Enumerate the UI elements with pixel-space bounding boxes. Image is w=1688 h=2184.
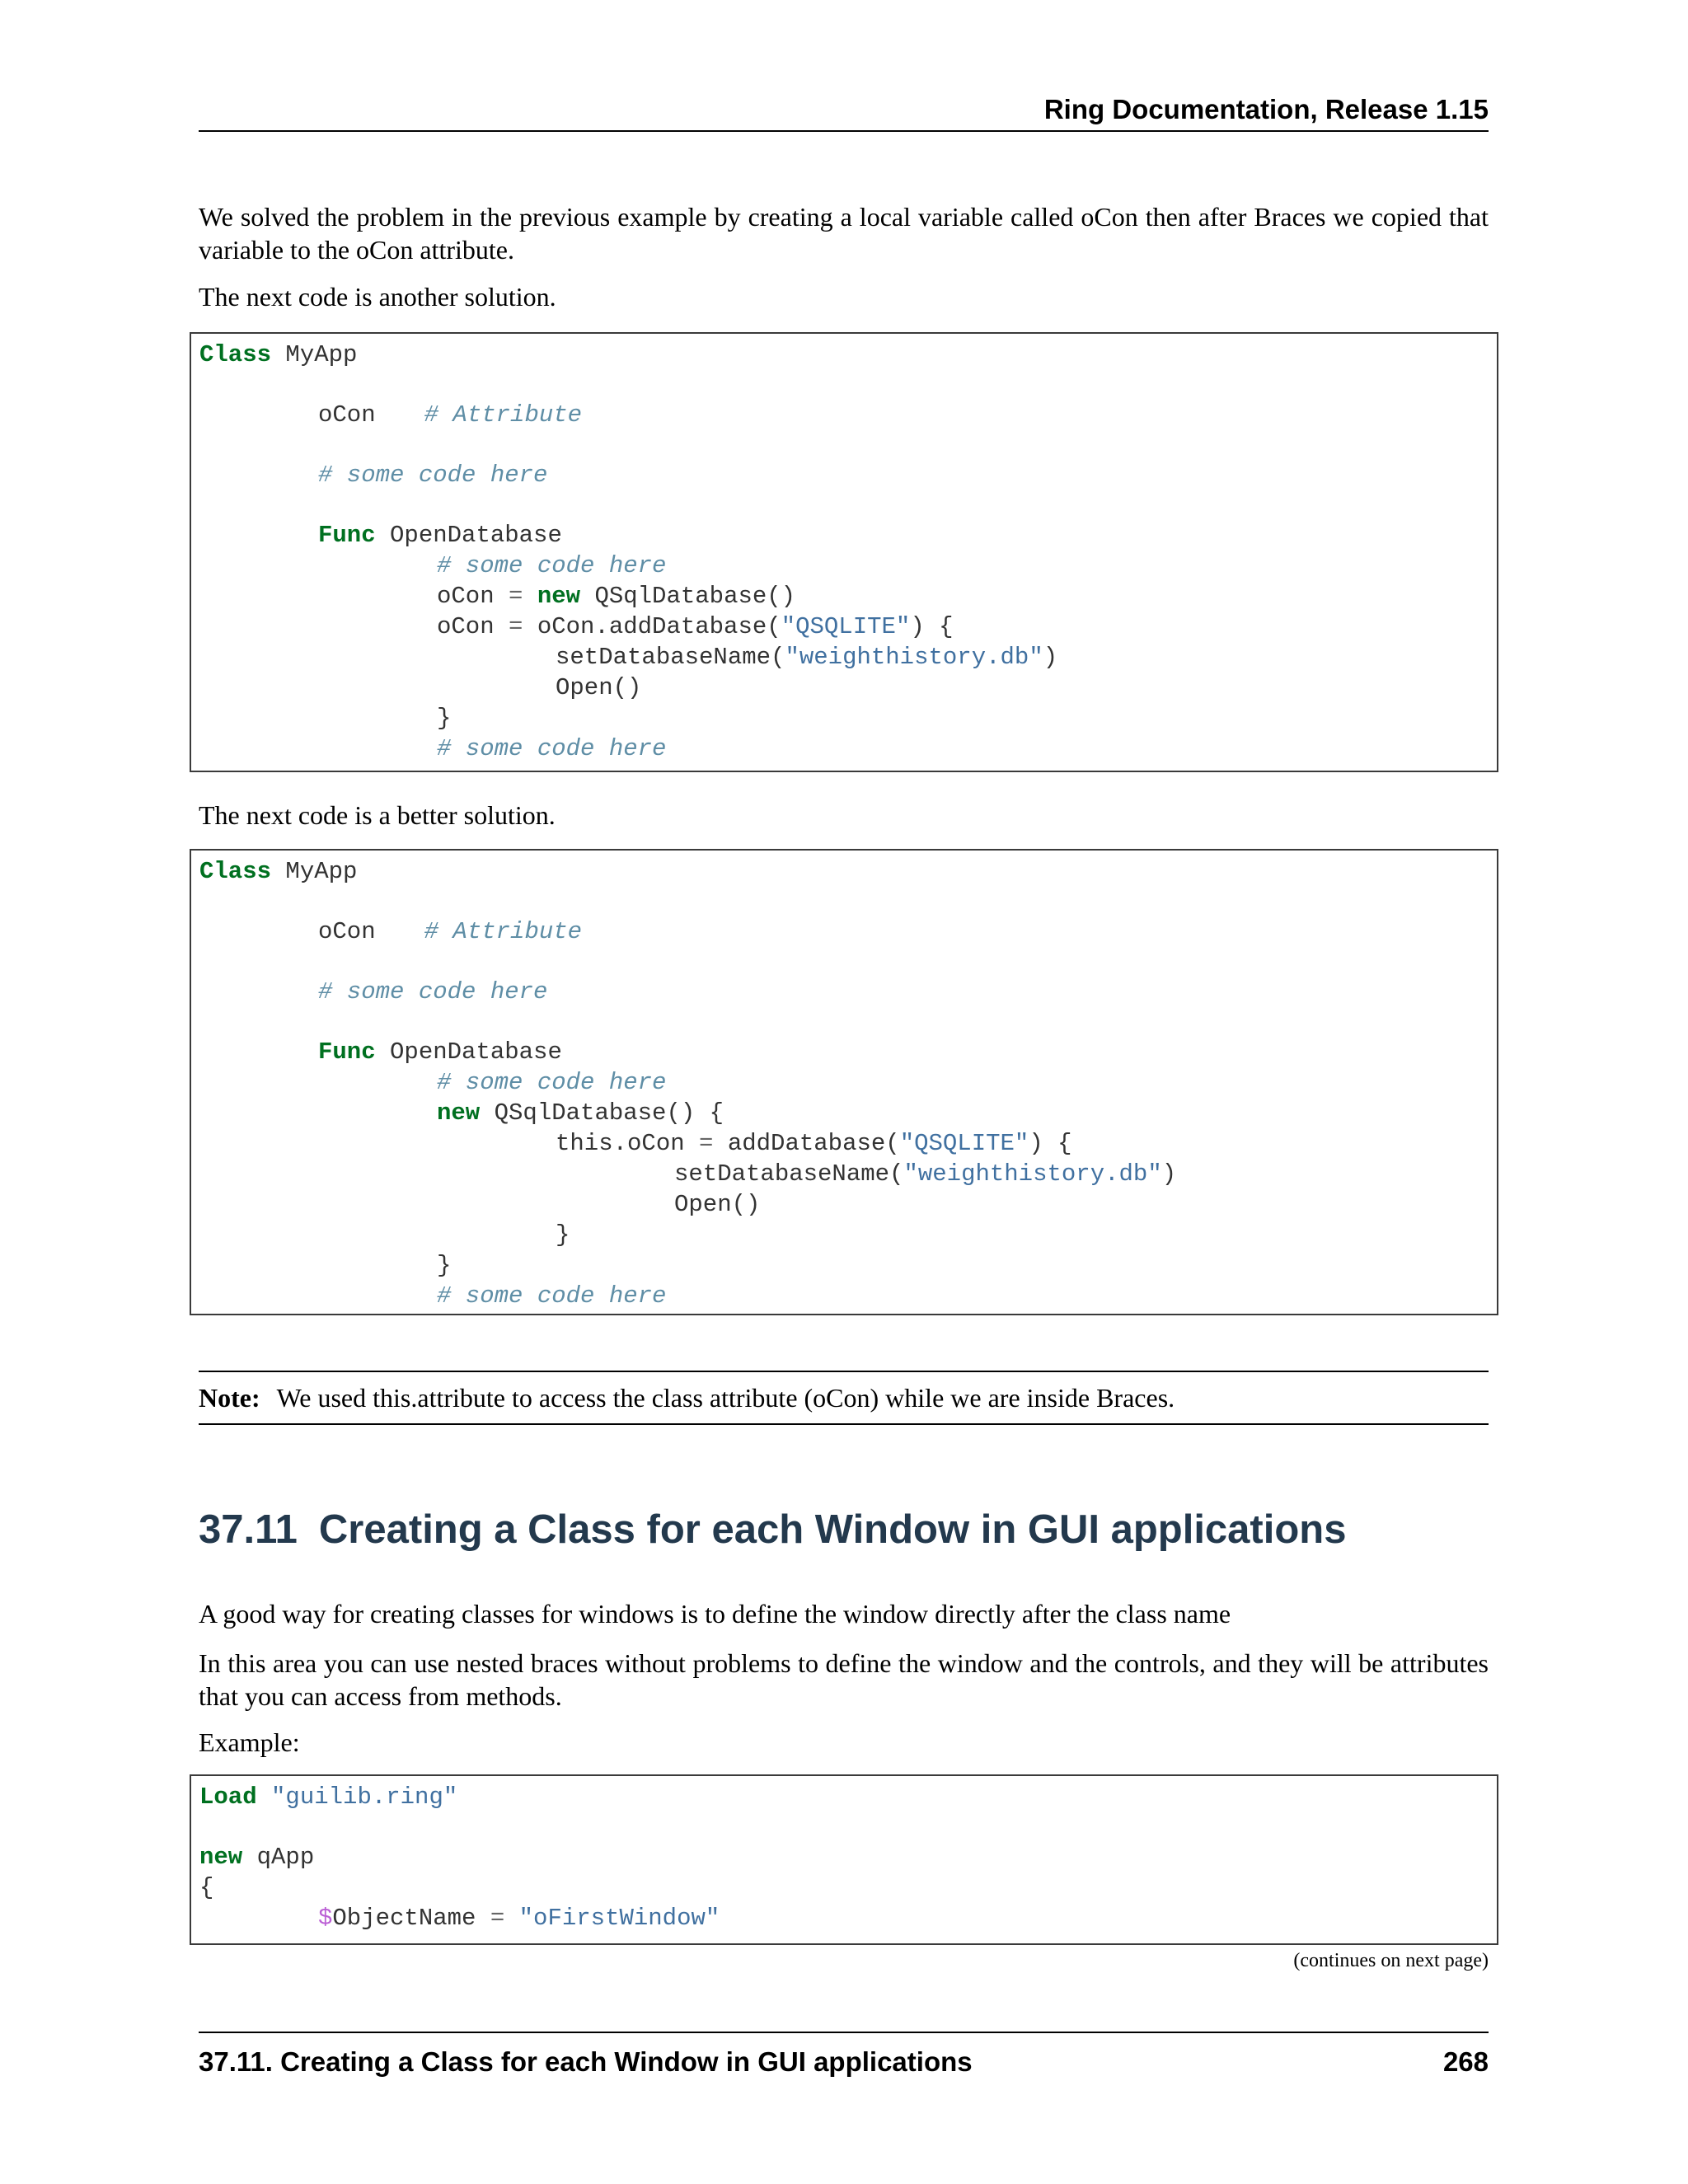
section-number: 37.11 [199,1507,298,1552]
code-line: Open() [674,1191,761,1218]
code-line: Class MyApp [199,858,358,885]
page-number: 268 [1442,2046,1489,2077]
note-text: We used this.attribute to access the class attribute (oCon) while we are inside Braces. [276,1383,1175,1413]
code-line: setDatabaseName("weighthistory.db") [556,644,1058,671]
page-header [199,92,1489,132]
code-line: $ObjectName = "oFirstWindow" [318,1905,720,1932]
code-line: Open() [556,674,642,701]
page-footer [199,2032,1489,2077]
code-line: oCon # Attribute [318,918,583,945]
paragraph-windows-classes: A good way for creating classes for windows is to define the window directly after the class name [199,1599,1231,1629]
paragraph-nested-braces: In this area you can use nested braces without problems to define the window and the controls, and they will be attributes that you can access from methods. [199,1648,1489,1711]
code-line: # some code here [437,552,667,579]
code-line: new qApp [199,1844,315,1871]
code-line: # some code here [318,978,548,1005]
footer-section: 37.11. Creating a Class for each Window in GUI applications [199,2046,973,2077]
code-line: Class MyApp [199,341,358,368]
code-block-1 [190,332,1498,772]
code-block-3 [190,1774,1498,1945]
code-line: this.oCon = addDatabase("QSQLITE") { [556,1130,1072,1157]
code-block-2 [190,849,1498,1315]
code-line: # some code here [437,1069,667,1096]
paragraph-better-solution: The next code is a better solution. [199,800,556,830]
code-line: { [199,1874,214,1901]
section-heading [199,1505,1346,1554]
code-line: oCon = new QSqlDatabase() [437,583,796,610]
code-line: } [437,705,452,732]
code-line: setDatabaseName("weighthistory.db") [674,1160,1177,1188]
code-line: # some code here [318,462,548,489]
header-title: Ring Documentation, Release 1.15 [1043,94,1489,124]
code-line: # some code here [437,735,667,762]
code-line: oCon # Attribute [318,401,583,429]
section-title: Creating a Class for each Window in GUI applications [318,1507,1347,1552]
code-line: # some code here [437,1282,667,1310]
code-line: Func OpenDatabase [318,522,562,549]
paragraph-example-label: Example: [199,1727,300,1757]
code-line: oCon = oCon.addDatabase("QSQLITE") { [437,613,954,640]
code-line: } [556,1221,570,1249]
paragraph-another-solution: The next code is another solution. [199,282,556,312]
note-box [199,1371,1489,1425]
code-line: Load "guilib.ring" [199,1783,458,1811]
code-line: new QSqlDatabase() { [437,1099,724,1127]
code-line: Func OpenDatabase [318,1038,562,1066]
paragraph-intro: We solved the problem in the previous example by creating a local variable called oCon then after Braces we copied that variable to the oCon attribute. [199,202,1489,265]
code-line: } [437,1252,452,1279]
continues-note: (continues on next page) [1293,1950,1489,1971]
note-label: Note: [199,1383,260,1413]
